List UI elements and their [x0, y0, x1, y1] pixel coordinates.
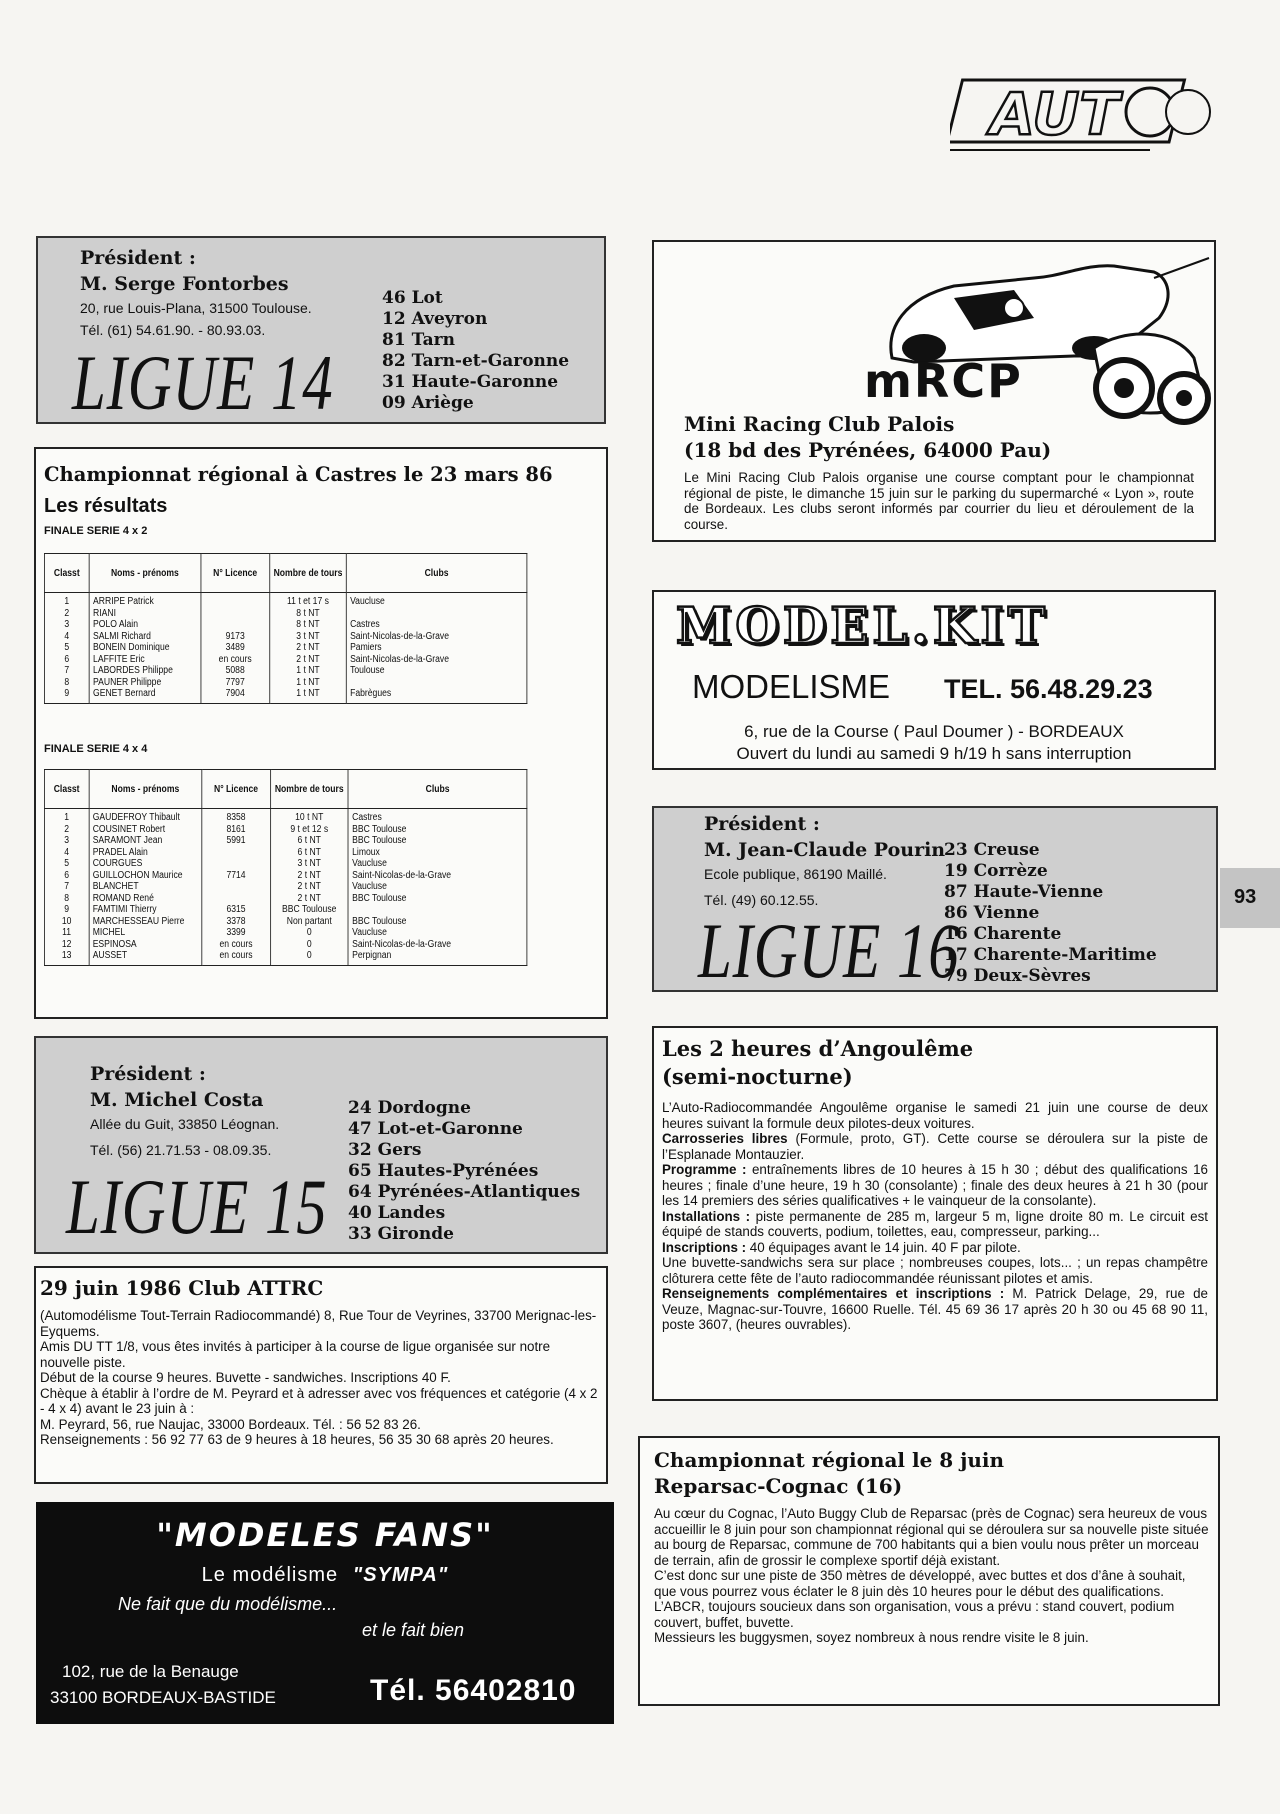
cell-tours: 1 t NT — [270, 677, 346, 689]
cell-licence — [202, 847, 270, 859]
table-row — [44, 858, 526, 870]
modeles-fans-line3: et le fait bien — [362, 1620, 465, 1640]
col-header: Noms - prénoms — [89, 554, 200, 593]
table-row — [44, 939, 526, 951]
cell-club: Saint-Nicolas-de-la-Grave — [348, 870, 527, 882]
cell-tours: 11 t et 17 s — [270, 593, 346, 608]
department-item: 32 Gers — [348, 1140, 422, 1160]
ligue15-president-label: Président : — [90, 1063, 206, 1085]
ligue16-title: LIGUE 16 — [698, 907, 960, 992]
cell-licence — [201, 619, 270, 631]
table-row — [44, 593, 526, 608]
renseignements-label: Renseignements complémentaires et inscriptions : — [662, 1286, 1005, 1301]
department-item: 40 Landes — [348, 1203, 446, 1223]
cell-licence — [202, 893, 270, 905]
reparsac-text: Au cœur du Cognac, l’Auto Buggy Club de Reparsac (près de Cognac) sera heureux de vous accueillir le 8 juin pour son championnat régional qui se déroulera sur sa nouvelle piste située au bourg de Reparsac, commune de 700 habitants qui a bien voulu nous prêter un morceau de terrain, afin de grossir le complexe sportif déjà existant. C’est donc sur une piste de 350 mètres de développé, avec buttes et dos d’âne à souhait, que vous pourrez vous éclater le 8 juin dès 10 heures pour le début des qualifications. L’ABCR, toujours soucieux dans son organisation, vous a prévu : stand couvert, podium couvert, buffet, buvette. Messieurs les buggysmen, soyez nombreux à nous rendre visite le 8 juin. — [654, 1506, 1209, 1645]
cell-name: GENET Bernard — [89, 688, 200, 703]
angouleme-programme — [662, 1162, 1208, 1209]
cell-club: Vaucluse — [346, 593, 527, 608]
cell-tours: 2 t NT — [270, 642, 346, 654]
cell-club: Pamiers — [346, 642, 527, 654]
department-item: 82 Tarn-et-Garonne — [382, 351, 570, 371]
cell-classt: 7 — [44, 665, 89, 677]
cell-tours: BBC Toulouse — [270, 904, 348, 916]
ligue16-president-label: Président : — [704, 813, 820, 835]
modelkit-box — [652, 590, 1216, 770]
modelkit-tel: TEL. 56.48.29.23 — [944, 674, 1153, 704]
cell-name: COUSINET Robert — [89, 824, 202, 836]
cell-name: BONEIN Dominique — [89, 642, 200, 654]
cell-name: LAFFITE Eric — [89, 654, 200, 666]
auto8-logo — [950, 74, 1220, 154]
page-number-tab — [1220, 868, 1280, 928]
modeles-fans-address1: 102, rue de la Benauge — [62, 1662, 239, 1681]
cell-classt: 8 — [44, 677, 89, 689]
cell-tours: 0 — [270, 950, 348, 965]
table-row — [44, 809, 526, 824]
col-header: Classt — [44, 770, 88, 809]
attrc-box — [34, 1266, 608, 1484]
modeles-fans-tel: Tél. 56402810 — [370, 1674, 577, 1707]
cell-classt: 13 — [44, 950, 88, 965]
cell-classt: 11 — [44, 927, 88, 939]
department-item: 47 Lot-et-Garonne — [348, 1119, 523, 1139]
cell-club: Toulouse — [346, 665, 527, 677]
cell-tours: 0 — [270, 927, 348, 939]
cell-club: BBC Toulouse — [348, 893, 527, 905]
modelkit-logo: MODEL.KIT — [676, 596, 1049, 655]
cell-name: GAUDEFROY Thibault — [89, 809, 202, 824]
inscriptions-text: 40 équipages avant le 14 juin. 40 F par pilote. — [746, 1239, 1021, 1255]
cell-club: BBC Toulouse — [348, 916, 527, 928]
modelkit-hours: Ouvert du lundi au samedi 9 h/19 h sans interruption — [736, 744, 1132, 763]
cell-classt: 6 — [44, 654, 89, 666]
cell-classt: 5 — [44, 642, 89, 654]
col-header: Clubs — [348, 770, 527, 809]
cell-club: Vaucluse — [348, 927, 527, 939]
table-row — [44, 893, 526, 905]
cell-licence: 9173 — [201, 631, 270, 643]
cell-tours: 3 t NT — [270, 858, 348, 870]
finale1-table — [44, 553, 527, 704]
cell-tours: 2 t NT — [270, 870, 348, 882]
col-header: N° Licence — [202, 770, 270, 809]
ligue16-address: Ecole publique, 86190 Maillé. — [704, 866, 887, 882]
cell-club: BBC Toulouse — [348, 835, 527, 847]
mrcp-title-line1: Mini Racing Club Palois — [684, 412, 955, 436]
department-item: 33 Gironde — [348, 1224, 454, 1244]
cell-name: GUILLOCHON Maurice — [89, 870, 202, 882]
carrosseries-text: (Formule, proto, GT). Cette course se déroulera sur la piste de l’Esplanade Montauzier. — [662, 1131, 1208, 1162]
table-row — [44, 870, 526, 882]
modelkit-line1: MODELISME — [692, 668, 891, 705]
renseignements-text: M. Patrick Delage, 29, rue de Veuze, Magnac-sur-Touvre, 16600 Ruelle. Tél. 45 69 36 17 après 20 h 30 ou 45 68 90 11, poste 3607, (heures ouvrables). — [662, 1286, 1209, 1332]
cell-name: MARCHESSEAU Pierre — [89, 916, 202, 928]
cell-classt: 10 — [44, 916, 88, 928]
cell-name: RIANI — [89, 608, 200, 620]
angouleme-carrosseries — [662, 1131, 1208, 1162]
ligue16-phone: Tél. (49) 60.12.55. — [704, 892, 819, 908]
table-row — [44, 654, 526, 666]
department-item: 23 Creuse — [944, 840, 1040, 860]
reparsac-box — [638, 1436, 1220, 1706]
angouleme-renseignements — [662, 1286, 1208, 1333]
cell-licence: 7904 — [201, 688, 270, 703]
col-header: N° Licence — [201, 554, 270, 593]
angouleme-body — [662, 1100, 1208, 1333]
auto8-logo-graphic — [950, 74, 1220, 154]
cell-name: ARRIPE Patrick — [89, 593, 200, 608]
department-item: 65 Hautes-Pyrénées — [348, 1161, 539, 1181]
department-item: 31 Haute-Garonne — [382, 372, 559, 392]
cell-classt: 4 — [44, 631, 89, 643]
table-row — [44, 619, 526, 631]
cell-classt: 3 — [44, 835, 88, 847]
ligue15-address: Allée du Guit, 33850 Léognan. — [90, 1116, 280, 1132]
cell-club: Perpignan — [348, 950, 527, 965]
mrcp-logo: mRCP — [864, 354, 1023, 408]
department-item: 24 Dordogne — [348, 1098, 471, 1118]
ligue14-phone: Tél. (61) 54.61.90. - 80.93.03. — [80, 322, 266, 338]
mrcp-text: Le Mini Racing Club Palois organise une course comptant pour le championnat régional de piste, le dimanche 15 juin sur le parking du supermarché « Lyon », route de Bordeaux. Les clubs seront informés par courrier du lieu et déroulement de la course. — [684, 470, 1194, 532]
department-item: 12 Aveyron — [382, 309, 488, 329]
ligue14-president-name: M. Serge Fontorbes — [80, 273, 289, 295]
department-item: 09 Ariège — [382, 393, 474, 413]
cell-name: PAUNER Philippe — [89, 677, 200, 689]
cell-classt: 6 — [44, 870, 88, 882]
department-item: 17 Charente-Maritime — [944, 945, 1157, 965]
cell-name: BLANCHET — [89, 881, 202, 893]
mrcp-box — [652, 240, 1216, 542]
table-row — [44, 847, 526, 859]
cell-licence: 7714 — [202, 870, 270, 882]
programme-text: entraînements libres de 10 heures à 15 h 30 ; début des qualifications 16 heures ; finale d’une heure, 19 h 30 (consolante) ; finale des deux heures à 21 h 30 (pour les 14 premiers des séries qualificatives + le vainqueur de la consolante). — [662, 1162, 1208, 1208]
ligue15-box — [34, 1036, 608, 1254]
cell-name: FAMTIMI Thierry — [89, 904, 202, 916]
carrosseries-label: Carrosseries libres — [662, 1131, 788, 1146]
attrc-title: 29 juin 1986 Club ATTRC — [40, 1276, 324, 1300]
cell-licence: 8358 — [202, 809, 270, 824]
cell-licence: 5991 — [202, 835, 270, 847]
modeles-fans-title: "MODELES FANS" — [156, 1516, 494, 1554]
finale2-label: FINALE SERIE 4 x 4 — [44, 743, 148, 755]
cell-licence — [202, 881, 270, 893]
inscriptions-label: Inscriptions : — [662, 1239, 747, 1255]
cell-club — [348, 904, 527, 916]
modeles-fans-address2: 33100 BORDEAUX-BASTIDE — [50, 1688, 276, 1707]
ligue14-address: 20, rue Louis-Plana, 31500 Toulouse. — [80, 300, 312, 316]
cell-club: Vaucluse — [348, 881, 527, 893]
department-item: 87 Haute-Vienne — [944, 882, 1104, 902]
cell-club: Saint-Nicolas-de-la-Grave — [346, 654, 527, 666]
modeles-fans-ad — [36, 1502, 614, 1724]
cell-classt: 1 — [44, 593, 89, 608]
ligue14-title: LIGUE 14 — [72, 339, 334, 424]
cell-name: MICHEL — [89, 927, 202, 939]
angouleme-installations — [662, 1209, 1208, 1240]
cell-licence: en cours — [202, 950, 270, 965]
ligue15-phone: Tél. (56) 21.71.53 - 08.09.35. — [90, 1142, 272, 1158]
cell-club — [346, 608, 527, 620]
reparsac-title-line2: Reparsac-Cognac (16) — [654, 1474, 903, 1498]
table-row — [44, 927, 526, 939]
installations-text: piste permanente de 285 m, largeur 5 m, ligne droite 80 m. Le circuit est équipé de stands couverts, podium, toilettes, eau, compresseur, parking... — [662, 1208, 1209, 1239]
angouleme-buvette: Une buvette-sandwichs sera sur place ; nombreuses coupes, lots... ; un repas champêtre clôturera cette fête de l’auto radiocommandée réunissant pilotes et amis. — [662, 1255, 1208, 1286]
finale2-table-wrap — [44, 769, 606, 966]
table-row — [44, 904, 526, 916]
angouleme-intro: L’Auto-Radiocommandée Angoulême organise le samedi 21 juin une course de deux heures suivant la formule deux pilotes-deux voitures. — [662, 1100, 1208, 1131]
finale1-label: FINALE SERIE 4 x 2 — [44, 525, 148, 537]
cell-club: Vaucluse — [348, 858, 527, 870]
table-row — [44, 916, 526, 928]
modelkit-address: 6, rue de la Course ( Paul Doumer ) - BORDEAUX — [744, 722, 1124, 741]
programme-label: Programme : — [662, 1162, 747, 1177]
attrc-text: (Automodélisme Tout-Terrain Radiocommandé) 8, Rue Tour de Veyrines, 33700 Merignac-les-Eyquems. Amis DU TT 1/8, vous êtes invités à participer à la course de ligue organisée sur notre nouvelle piste. Début de la course 9 heures. Buvette - sandwiches. Inscriptions 40 F. Chèque à établir à l’ordre de M. Peyrard et à adresser avec vos fréquences et catégorie (4 x 2 - 4 x 4) avant le 23 juin à : M. Peyrard, 56, rue Naujac, 33000 Bordeaux. Tél. : 56 52 83 26. Renseignements : 56 92 77 63 de 9 heures à 18 heures, 56 35 30 68 après 20 heures. — [40, 1308, 598, 1447]
cell-club: Castres — [346, 619, 527, 631]
ligue15-president-name: M. Michel Costa — [90, 1089, 264, 1111]
col-header: Classt — [44, 554, 89, 593]
col-header: Nombre de tours — [270, 554, 346, 593]
castres-title: Championnat régional à Castres le 23 mars 86 — [44, 463, 553, 486]
col-header: Nombre de tours — [270, 770, 348, 809]
cell-club — [346, 677, 527, 689]
cell-club: Castres — [348, 809, 527, 824]
department-item: 16 Charente — [944, 924, 1062, 944]
cell-tours: 8 t NT — [270, 619, 346, 631]
department-item: 19 Corrèze — [944, 861, 1048, 881]
cell-name: SARAMONT Jean — [89, 835, 202, 847]
castres-subtitle: Les résultats — [44, 495, 168, 517]
ligue16-box — [652, 806, 1218, 992]
angouleme-title-line2: (semi-nocturne) — [662, 1064, 853, 1089]
cell-classt: 1 — [44, 809, 88, 824]
col-header: Clubs — [346, 554, 527, 593]
svg-text:AUT: AUT — [990, 80, 1119, 148]
installations-label: Installations : — [662, 1208, 751, 1224]
cell-tours: 0 — [270, 939, 348, 951]
department-item: 64 Pyrénées-Atlantiques — [348, 1182, 581, 1202]
cell-name: ROMAND René — [89, 893, 202, 905]
cell-tours: 3 t NT — [270, 631, 346, 643]
cell-tours: 1 t NT — [270, 688, 346, 703]
cell-classt: 9 — [44, 904, 88, 916]
cell-licence: 6315 — [202, 904, 270, 916]
table-row — [44, 608, 526, 620]
table-row — [44, 881, 526, 893]
table-row — [44, 824, 526, 836]
cell-name: LABORDES Philippe — [89, 665, 200, 677]
ligue14-box — [36, 236, 606, 424]
cell-licence: en cours — [201, 654, 270, 666]
modeles-fans-line1-text: Le modélisme — [201, 1564, 339, 1586]
cell-licence — [202, 858, 270, 870]
angouleme-box — [652, 1026, 1218, 1401]
cell-classt: 2 — [44, 824, 88, 836]
cell-classt: 4 — [44, 847, 88, 859]
cell-tours: 2 t NT — [270, 893, 348, 905]
ligue16-president-name: M. Jean-Claude Pourin — [704, 839, 946, 861]
cell-licence: 3378 — [202, 916, 270, 928]
race-car-illustration — [654, 240, 1214, 438]
cell-club: Limoux — [348, 847, 527, 859]
cell-club: Saint-Nicolas-de-la-Grave — [346, 631, 527, 643]
cell-tours: 2 t NT — [270, 881, 348, 893]
cell-classt: 8 — [44, 893, 88, 905]
castres-results-box — [34, 447, 608, 1019]
cell-licence: 5088 — [201, 665, 270, 677]
cell-club: Saint-Nicolas-de-la-Grave — [348, 939, 527, 951]
cell-tours: 9 t et 12 s — [270, 824, 348, 836]
cell-licence: en cours — [202, 939, 270, 951]
table-row — [44, 835, 526, 847]
cell-tours: 8 t NT — [270, 608, 346, 620]
cell-name: ESPINOSA — [89, 939, 202, 951]
cell-licence — [201, 593, 270, 608]
angouleme-inscriptions — [662, 1240, 1208, 1256]
cell-classt: 2 — [44, 608, 89, 620]
ligue15-title: LIGUE 15 — [66, 1163, 328, 1250]
table-row — [44, 950, 526, 965]
cell-classt: 7 — [44, 881, 88, 893]
modeles-fans-line2: Ne fait que du modélisme... — [118, 1594, 338, 1614]
ligue14-president-label: Président : — [80, 247, 196, 269]
department-item: 46 Lot — [382, 288, 443, 308]
cell-tours: 6 t NT — [270, 835, 348, 847]
cell-tours: Non partant — [270, 916, 348, 928]
cell-licence: 3399 — [202, 927, 270, 939]
reparsac-title-line1: Championnat régional le 8 juin — [654, 1448, 1005, 1472]
cell-tours: 10 t NT — [270, 809, 348, 824]
cell-classt: 9 — [44, 688, 89, 703]
cell-classt: 3 — [44, 619, 89, 631]
cell-tours: 2 t NT — [270, 654, 346, 666]
mrcp-title-line2: (18 bd des Pyrénées, 64000 Pau) — [684, 438, 1052, 462]
table-row — [44, 665, 526, 677]
cell-licence: 8161 — [202, 824, 270, 836]
col-header: Noms - prénoms — [89, 770, 202, 809]
cell-classt: 12 — [44, 939, 88, 951]
department-item: 79 Deux-Sèvres — [944, 966, 1091, 986]
page-number: 93 — [1234, 886, 1257, 908]
finale1-table-wrap — [44, 553, 606, 704]
table-row — [44, 631, 526, 643]
cell-tours: 6 t NT — [270, 847, 348, 859]
cell-name: POLO Alain — [89, 619, 200, 631]
cell-licence: 7797 — [201, 677, 270, 689]
cell-classt: 5 — [44, 858, 88, 870]
cell-name: AUSSET — [89, 950, 202, 965]
finale2-table — [44, 769, 527, 966]
modeles-fans-line1 — [36, 1564, 614, 1587]
cell-name: SALMI Richard — [89, 631, 200, 643]
cell-club: BBC Toulouse — [348, 824, 527, 836]
cell-tours: 1 t NT — [270, 665, 346, 677]
modeles-fans-sympa: "SYMPA" — [352, 1564, 449, 1586]
cell-licence — [201, 608, 270, 620]
department-item: 81 Tarn — [382, 330, 455, 350]
table-row — [44, 688, 526, 703]
cell-club: Fabrègues — [346, 688, 527, 703]
cell-name: COURGUES — [89, 858, 202, 870]
table-row — [44, 642, 526, 654]
department-item: 86 Vienne — [944, 903, 1040, 923]
cell-name: PRADEL Alain — [89, 847, 202, 859]
angouleme-title-line1: Les 2 heures d’Angoulême — [662, 1036, 974, 1061]
cell-licence: 3489 — [201, 642, 270, 654]
table-row — [44, 677, 526, 689]
